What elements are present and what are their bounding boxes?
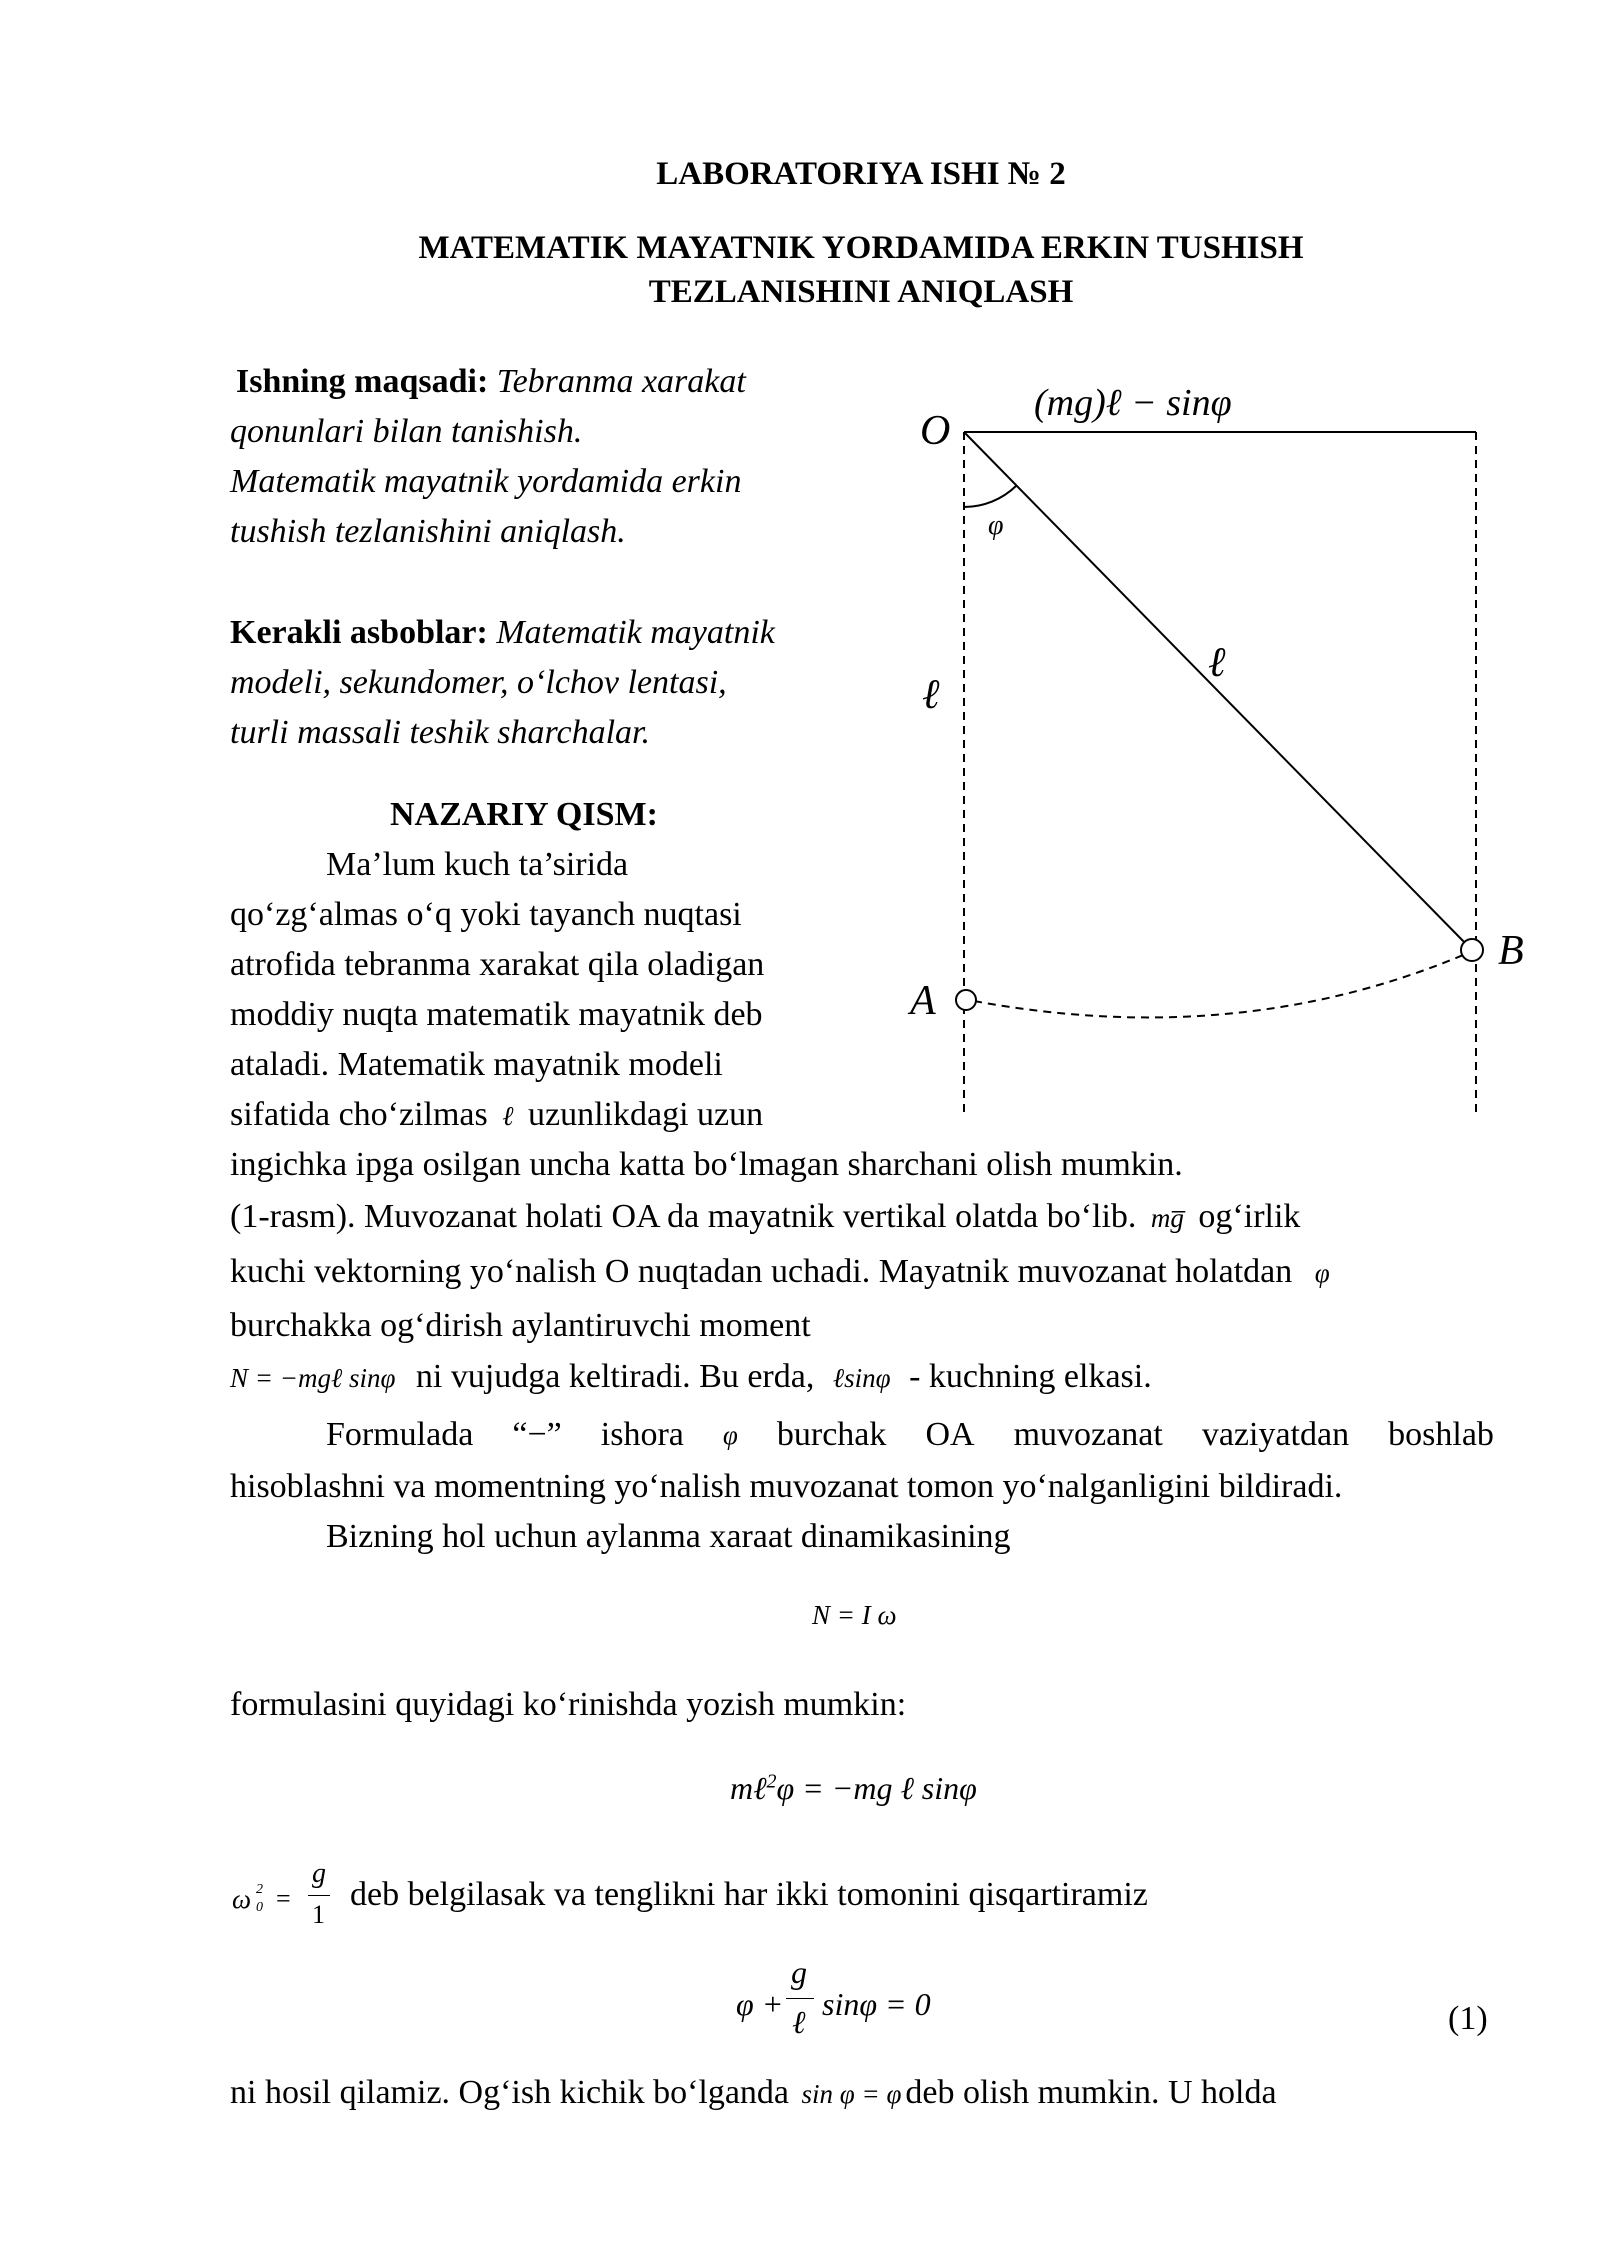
theory-p1-line-2: qo‘zg‘almas o‘q yoki tayanch nuqtasi	[230, 896, 742, 933]
theory-p1-line-6	[230, 1090, 763, 1141]
p2-word-muvozanat: muvozanat	[1013, 1416, 1163, 1453]
theory-p1-line-8a: (1-rasm). Muvozanat holati OA da mayatnik vertikal olatda bo‘lib.	[230, 1198, 1137, 1235]
theory-p4: formulasini quyidagi ko‘rinishda yozish mumkin:	[230, 1686, 907, 1723]
subtitle-line-1: MATEMATIK MAYATNIK YORDAMIDA ERKIN TUSHISH	[418, 230, 1304, 266]
angle-arc	[964, 486, 1016, 507]
gravity-vector-symbol: mg̅	[1150, 1203, 1184, 1233]
theory-p1-line-6b: uzunlikdagi uzun	[528, 1096, 764, 1133]
label-angle-phi: φ	[988, 510, 1004, 541]
p2-minus-quote: “−”	[512, 1416, 562, 1453]
moment-formula: N = −mgℓ sinφ	[230, 1363, 396, 1393]
label-point-b: B	[1498, 928, 1524, 974]
p2-word-ishora: ishora	[600, 1416, 684, 1453]
label-point-a: A	[910, 978, 936, 1024]
theory-p1-line-7: ingichka ipga osilgan uncha katta bo‘lmagan sharchani olish mumkin.	[230, 1146, 1183, 1183]
theory-p2-line-2: hisoblashni va momentning yo‘nalish muvozanat tomon yo‘nalganligini bildiradi.	[230, 1468, 1343, 1505]
theory-p1-line-9a: kuchi vektorning yo‘nalish O nuqtadan uchadi. Mayatnik muvozanat holatdan	[230, 1253, 1293, 1290]
omega-numerator: g	[312, 1858, 326, 1889]
theory-p1-line-4: moddiy nuqta matematik mayatnik deb	[230, 996, 763, 1033]
lever-arm-formula: ℓsinφ	[832, 1363, 891, 1393]
omega-subscript: 0	[256, 1900, 263, 1915]
bob-a	[956, 990, 976, 1010]
theory-p5: deb belgilasak va tenglikni har ikki tomonini qisqartiramiz	[350, 1876, 1148, 1913]
aim-line-3: Matematik mayatnik yordamida erkin	[230, 463, 742, 500]
p2-word-burchak: burchak	[776, 1416, 887, 1453]
omega-equals: =	[276, 1884, 291, 1913]
p2-phi-symbol: φ	[722, 1420, 738, 1450]
aim-line-2: qonunlari bilan tanishish.	[230, 413, 583, 450]
equation-n-i-omega: N = I ω	[812, 1600, 897, 1630]
tools-line-2: modeli, sekundomer, o‘lchov lentasi,	[230, 664, 727, 701]
aim-line-1	[236, 357, 746, 407]
theory-p6b: deb olish mumkin. U holda	[905, 2074, 1277, 2111]
eq2-sup: 2	[766, 1770, 777, 1793]
aim-line-4: tushish tezlanishini aniqlash.	[230, 513, 626, 550]
eq3-fraction-bar	[786, 1998, 814, 1999]
phi-symbol: φ	[1314, 1258, 1330, 1288]
equation-number: (1)	[1448, 2000, 1488, 2037]
p2-word-vaziyatdan: vaziyatdan	[1201, 1416, 1350, 1453]
tools-line-1	[230, 608, 775, 658]
lab-title: LABORATORIYA ISHI № 2	[656, 156, 1066, 192]
tools-text-1: Matematik mayatnik	[487, 614, 775, 651]
theory-p1-line-11	[230, 1352, 1152, 1403]
equation-dynamics	[730, 1770, 977, 1807]
pendulum-figure	[900, 370, 1550, 1130]
eq3-left: φ +	[736, 1986, 784, 2022]
omega-denominator: 1	[312, 1900, 325, 1929]
label-top-formula: (mg)ℓ − sinφ	[1034, 382, 1232, 424]
theory-p1-line-11b: - kuchning elkasi.	[909, 1358, 1152, 1395]
theory-p6	[230, 2068, 1277, 2119]
p2-word-boshlab: boshlab	[1388, 1416, 1494, 1453]
theory-p1-line-8	[230, 1192, 1300, 1243]
p2-word-oa: OA	[925, 1416, 975, 1453]
theory-p2-line-1	[326, 1410, 1494, 1460]
label-string-length: ℓ	[1208, 640, 1226, 686]
theory-p1-line-5: ataladi. Matematik mayatnik modeli	[230, 1046, 723, 1083]
eq2-right: φ = −mg ℓ sinφ	[776, 1770, 977, 1806]
p2-word-formulada: Formulada	[326, 1416, 474, 1453]
pendulum-string	[964, 432, 1468, 946]
eq3-denominator: ℓ	[792, 2004, 806, 2040]
omega-fraction-bar	[308, 1895, 330, 1896]
omega-superscript: 2	[256, 1882, 263, 1897]
equation-1	[736, 1950, 976, 2050]
omega-symbol: ω	[232, 1884, 252, 1914]
theory-p1-line-8b: og‘irlik	[1198, 1198, 1301, 1235]
bob-b	[1461, 939, 1483, 961]
label-vertical-length: ℓ	[922, 672, 940, 718]
theory-heading: NAZARIY QISM:	[390, 796, 658, 833]
theory-p6a: ni hosil qilamiz. Og‘ish kichik bo‘lganda	[230, 2074, 790, 2111]
aim-label: Ishning maqsadi:	[236, 363, 489, 400]
eq3-numerator: g	[791, 1954, 807, 1990]
label-point-o: O	[920, 408, 951, 454]
ell-symbol: ℓ	[502, 1101, 514, 1131]
eq2-left: mℓ	[730, 1770, 767, 1806]
tools-line-3: turli massali teshik sharchalar.	[230, 714, 650, 751]
theory-p1-line-9	[230, 1247, 1330, 1298]
theory-p1-line-11a: ni vujudga keltiradi. Bu erda,	[415, 1358, 815, 1395]
theory-p1-line-6a: sifatida cho‘zilmas	[230, 1096, 488, 1133]
tools-label: Kerakli asboblar:	[230, 614, 488, 651]
theory-p1-line-1: Ma’lum kuch ta’sirida	[326, 846, 629, 883]
swing-arc	[974, 953, 1468, 1017]
theory-p1-line-3: atrofida tebranma xarakat qila oladigan	[230, 946, 765, 983]
theory-p3-line-1: Bizning hol uchun aylanma xaraat dinamikasining	[326, 1518, 1011, 1555]
theory-p1-line-10: burchakka og‘dirish aylantiruvchi moment	[230, 1307, 811, 1344]
small-angle-formula: sin φ = φ	[801, 2079, 902, 2109]
subtitle-line-2: TEZLANISHINI ANIQLASH	[648, 274, 1074, 310]
aim-text-1: Tebranma xarakat	[488, 363, 746, 400]
eq3-right: sinφ = 0	[822, 1986, 931, 2022]
